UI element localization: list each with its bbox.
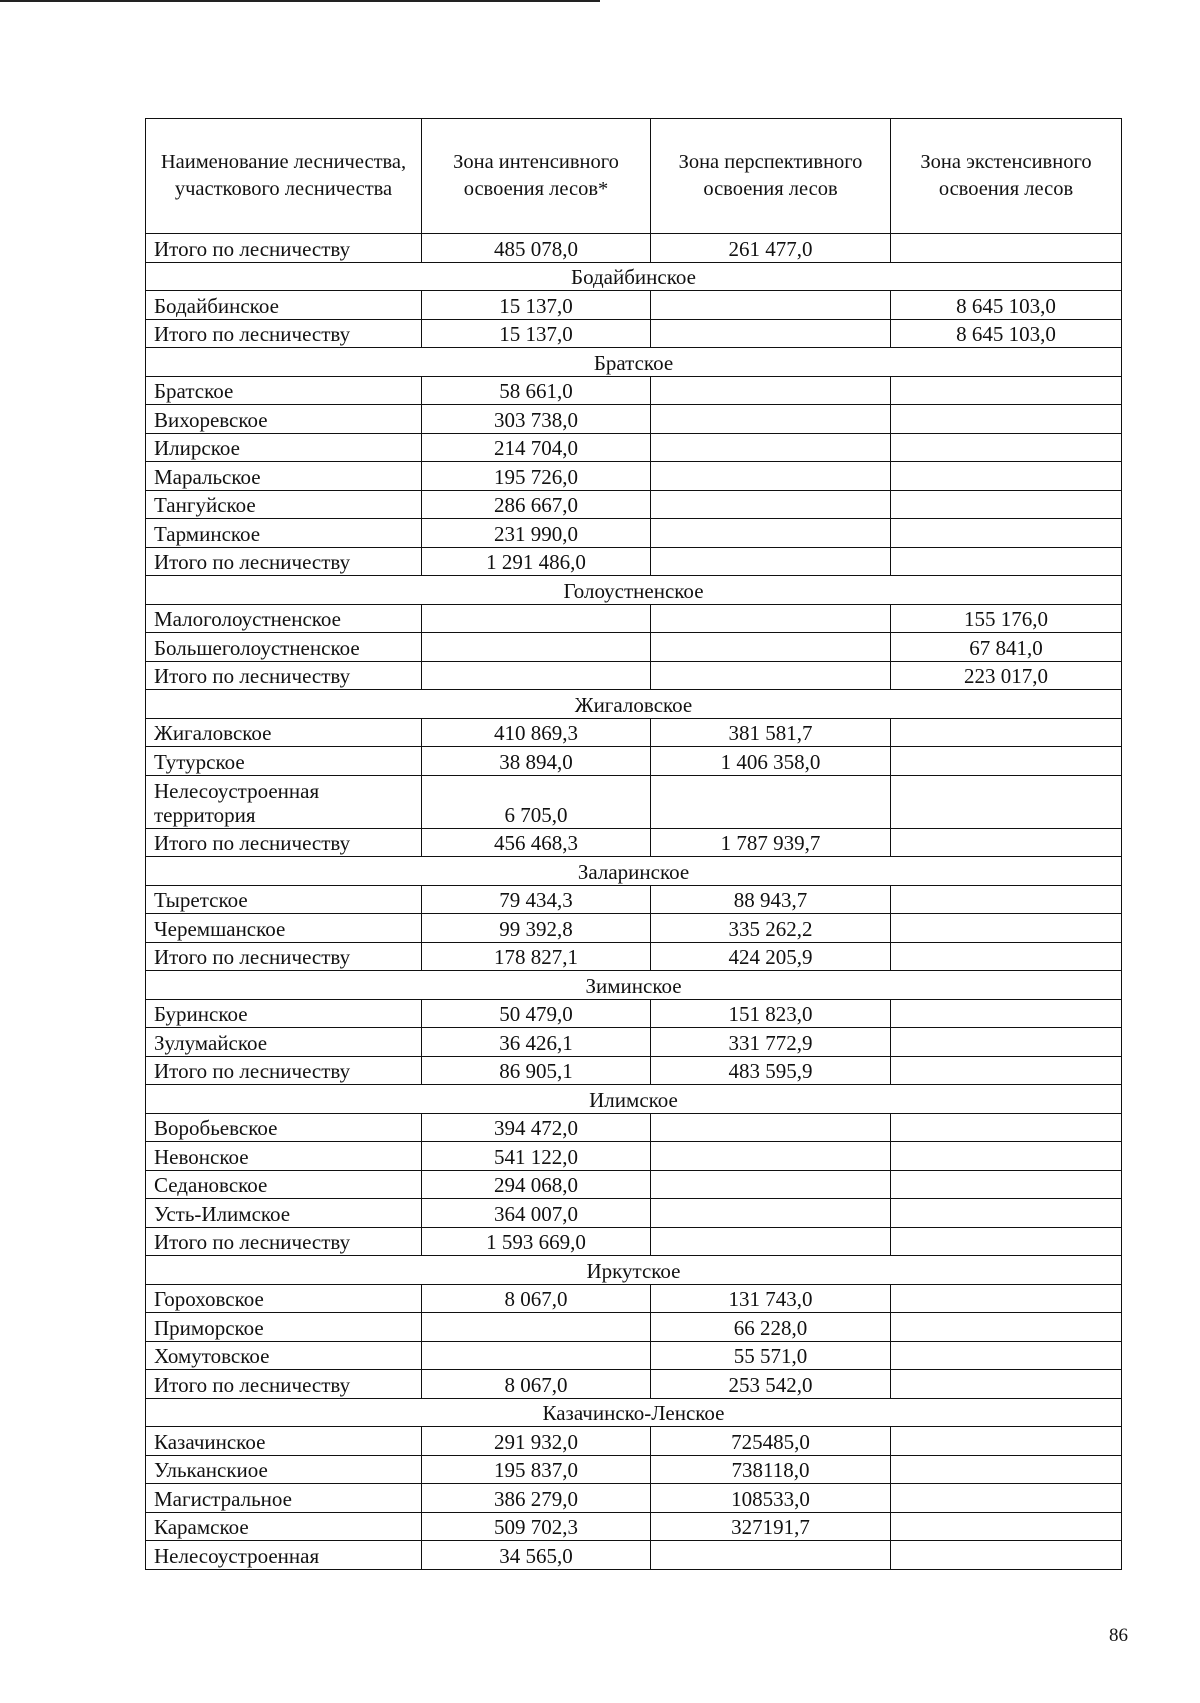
table-row xyxy=(146,547,1122,576)
extensive-value-cell xyxy=(891,914,1122,943)
extensive-value-cell: 223 017,0 xyxy=(891,661,1122,690)
perspective-value-cell: 1 787 939,7 xyxy=(651,828,891,857)
forestry-name-cell: Итого по лесничеству xyxy=(146,1370,422,1399)
table-row xyxy=(146,828,1122,857)
section-title: Бодайбинское xyxy=(146,262,1122,291)
perspective-value-cell: 108533,0 xyxy=(651,1484,891,1513)
extensive-value-cell xyxy=(891,999,1122,1028)
forestry-name-cell: Тангуйское xyxy=(146,490,422,519)
intensive-value-cell xyxy=(422,1341,651,1370)
table-row xyxy=(146,490,1122,519)
header-intensive-zone: Зона интенсивного освоения лесов* xyxy=(422,119,651,234)
intensive-value-cell: 8 067,0 xyxy=(422,1370,651,1399)
extensive-value-cell: 8 645 103,0 xyxy=(891,291,1122,320)
perspective-value-cell xyxy=(651,519,891,548)
extensive-value-cell xyxy=(891,234,1122,263)
intensive-value-cell: 178 827,1 xyxy=(422,942,651,971)
forest-zones-table xyxy=(145,118,1122,1570)
forestry-name-cell: Маральское xyxy=(146,462,422,491)
perspective-value-cell xyxy=(651,1199,891,1228)
table-row xyxy=(146,519,1122,548)
intensive-value-cell: 386 279,0 xyxy=(422,1484,651,1513)
forestry-name-cell: Малоголоустненское xyxy=(146,604,422,633)
intensive-value-cell: 1 593 669,0 xyxy=(422,1227,651,1256)
perspective-value-cell: 424 205,9 xyxy=(651,942,891,971)
extensive-value-cell xyxy=(891,1227,1122,1256)
table-row xyxy=(146,1484,1122,1513)
table-row xyxy=(146,1341,1122,1370)
perspective-value-cell xyxy=(651,633,891,662)
intensive-value-cell: 303 738,0 xyxy=(422,405,651,434)
intensive-value-cell: 36 426,1 xyxy=(422,1028,651,1057)
forestry-name-cell: Итого по лесничеству xyxy=(146,547,422,576)
extensive-value-cell xyxy=(891,433,1122,462)
forestry-name-cell: Казачинское xyxy=(146,1427,422,1456)
forestry-name-cell: Итого по лесничеству xyxy=(146,942,422,971)
forestry-name-cell: Итого по лесничеству xyxy=(146,828,422,857)
intensive-value-cell: 291 932,0 xyxy=(422,1427,651,1456)
forestry-name-cell: Невонское xyxy=(146,1142,422,1171)
table-row xyxy=(146,1199,1122,1228)
table-row xyxy=(146,462,1122,491)
table-row xyxy=(146,376,1122,405)
section-title: Иркутское xyxy=(146,1256,1122,1285)
section-row xyxy=(146,262,1122,291)
perspective-value-cell xyxy=(651,1113,891,1142)
section-row xyxy=(146,971,1122,1000)
forestry-name-cell: Зулумайское xyxy=(146,1028,422,1057)
table-row xyxy=(146,1028,1122,1057)
perspective-value-cell xyxy=(651,490,891,519)
intensive-value-cell: 410 869,3 xyxy=(422,718,651,747)
extensive-value-cell xyxy=(891,775,1122,828)
table-row xyxy=(146,234,1122,263)
perspective-value-cell: 483 595,9 xyxy=(651,1056,891,1085)
table-row xyxy=(146,914,1122,943)
extensive-value-cell: 155 176,0 xyxy=(891,604,1122,633)
intensive-value-cell: 15 137,0 xyxy=(422,291,651,320)
perspective-value-cell: 253 542,0 xyxy=(651,1370,891,1399)
table-row xyxy=(146,1455,1122,1484)
perspective-value-cell xyxy=(651,1227,891,1256)
forestry-name-cell: Приморское xyxy=(146,1313,422,1342)
perspective-value-cell xyxy=(651,547,891,576)
table-row xyxy=(146,1370,1122,1399)
page-number: 86 xyxy=(1109,1625,1128,1646)
forestry-name-cell: Большеголоустненское xyxy=(146,633,422,662)
extensive-value-cell xyxy=(891,1113,1122,1142)
section-row xyxy=(146,1398,1122,1427)
table-row xyxy=(146,1056,1122,1085)
extensive-value-cell xyxy=(891,1427,1122,1456)
forestry-name-cell: Вихоревское xyxy=(146,405,422,434)
section-title: Казачинско-Ленское xyxy=(146,1398,1122,1427)
table-row xyxy=(146,1142,1122,1171)
perspective-value-cell xyxy=(651,405,891,434)
intensive-value-cell: 195 837,0 xyxy=(422,1455,651,1484)
intensive-value-cell: 86 905,1 xyxy=(422,1056,651,1085)
table-row xyxy=(146,885,1122,914)
section-title: Голоустненское xyxy=(146,576,1122,605)
extensive-value-cell xyxy=(891,1455,1122,1484)
section-row xyxy=(146,1256,1122,1285)
extensive-value-cell xyxy=(891,1284,1122,1313)
table-row xyxy=(146,1284,1122,1313)
intensive-value-cell: 286 667,0 xyxy=(422,490,651,519)
forestry-name-cell: Седановское xyxy=(146,1170,422,1199)
extensive-value-cell xyxy=(891,1541,1122,1570)
forestry-name-cell: Усть-Илимское xyxy=(146,1199,422,1228)
perspective-value-cell xyxy=(651,604,891,633)
intensive-value-cell: 364 007,0 xyxy=(422,1199,651,1228)
extensive-value-cell xyxy=(891,1056,1122,1085)
extensive-value-cell xyxy=(891,1170,1122,1199)
section-title: Жигаловское xyxy=(146,690,1122,719)
section-title: Заларинское xyxy=(146,857,1122,886)
perspective-value-cell: 725485,0 xyxy=(651,1427,891,1456)
header-perspective-zone: Зона перспективного освоения лесов xyxy=(651,119,891,234)
forestry-name-cell: Братское xyxy=(146,376,422,405)
intensive-value-cell: 509 702,3 xyxy=(422,1512,651,1541)
extensive-value-cell xyxy=(891,547,1122,576)
intensive-value-cell: 58 661,0 xyxy=(422,376,651,405)
table-row xyxy=(146,1313,1122,1342)
extensive-value-cell: 67 841,0 xyxy=(891,633,1122,662)
forestry-name-cell: Итого по лесничеству xyxy=(146,319,422,348)
perspective-value-cell: 55 571,0 xyxy=(651,1341,891,1370)
table-row xyxy=(146,661,1122,690)
perspective-value-cell: 131 743,0 xyxy=(651,1284,891,1313)
perspective-value-cell: 261 477,0 xyxy=(651,234,891,263)
extensive-value-cell xyxy=(891,1313,1122,1342)
forestry-name-cell: Хомутовское xyxy=(146,1341,422,1370)
table-row xyxy=(146,633,1122,662)
table-row xyxy=(146,604,1122,633)
forestry-name-cell: Тутурское xyxy=(146,747,422,776)
forestry-name-cell: Карамское xyxy=(146,1512,422,1541)
table-row xyxy=(146,942,1122,971)
section-row xyxy=(146,857,1122,886)
intensive-value-cell: 214 704,0 xyxy=(422,433,651,462)
extensive-value-cell xyxy=(891,376,1122,405)
table-row xyxy=(146,747,1122,776)
perspective-value-cell: 381 581,7 xyxy=(651,718,891,747)
section-row xyxy=(146,690,1122,719)
forestry-name-cell: Тыретское xyxy=(146,885,422,914)
table-row xyxy=(146,1113,1122,1142)
extensive-value-cell xyxy=(891,1142,1122,1171)
section-title: Зиминское xyxy=(146,971,1122,1000)
forestry-name-cell: Итого по лесничеству xyxy=(146,661,422,690)
intensive-value-cell: 456 468,3 xyxy=(422,828,651,857)
perspective-value-cell xyxy=(651,319,891,348)
intensive-value-cell: 1 291 486,0 xyxy=(422,547,651,576)
forestry-name-cell: Итого по лесничеству xyxy=(146,1056,422,1085)
forestry-name-cell: Илирское xyxy=(146,433,422,462)
extensive-value-cell: 8 645 103,0 xyxy=(891,319,1122,348)
section-row xyxy=(146,1085,1122,1114)
table-row xyxy=(146,1227,1122,1256)
intensive-value-cell: 34 565,0 xyxy=(422,1541,651,1570)
header-extensive-zone: Зона экстенсивного освоения лесов xyxy=(891,119,1122,234)
forestry-name-cell: Магистральное xyxy=(146,1484,422,1513)
perspective-value-cell xyxy=(651,291,891,320)
perspective-value-cell xyxy=(651,1541,891,1570)
forestry-name-cell: Черемшанское xyxy=(146,914,422,943)
forestry-name-cell: Ульканскиое xyxy=(146,1455,422,1484)
extensive-value-cell xyxy=(891,1341,1122,1370)
table-row xyxy=(146,1512,1122,1541)
intensive-value-cell: 15 137,0 xyxy=(422,319,651,348)
intensive-value-cell: 38 894,0 xyxy=(422,747,651,776)
intensive-value-cell: 50 479,0 xyxy=(422,999,651,1028)
perspective-value-cell xyxy=(651,661,891,690)
perspective-value-cell xyxy=(651,775,891,828)
table-header-row xyxy=(146,119,1122,234)
table-row xyxy=(146,1541,1122,1570)
section-title: Илимское xyxy=(146,1085,1122,1114)
intensive-value-cell: 294 068,0 xyxy=(422,1170,651,1199)
top-scan-rule xyxy=(0,0,600,2)
perspective-value-cell: 88 943,7 xyxy=(651,885,891,914)
forestry-name-cell: Жигаловское xyxy=(146,718,422,747)
extensive-value-cell xyxy=(891,828,1122,857)
intensive-value-cell xyxy=(422,633,651,662)
extensive-value-cell xyxy=(891,718,1122,747)
intensive-value-cell xyxy=(422,661,651,690)
forestry-name-cell: Нелесоустроенная xyxy=(146,1541,422,1570)
intensive-value-cell: 99 392,8 xyxy=(422,914,651,943)
table-row xyxy=(146,775,1122,828)
extensive-value-cell xyxy=(891,1484,1122,1513)
perspective-value-cell xyxy=(651,1142,891,1171)
intensive-value-cell: 6 705,0 xyxy=(422,775,651,828)
table-row xyxy=(146,999,1122,1028)
extensive-value-cell xyxy=(891,747,1122,776)
forestry-name-cell: Буринское xyxy=(146,999,422,1028)
intensive-value-cell: 195 726,0 xyxy=(422,462,651,491)
forestry-name-cell: Итого по лесничеству xyxy=(146,234,422,263)
extensive-value-cell xyxy=(891,405,1122,434)
forestry-name-cell: Нелесоустроенная территория xyxy=(146,775,422,828)
forestry-name-cell: Итого по лесничеству xyxy=(146,1227,422,1256)
table-row xyxy=(146,1170,1122,1199)
extensive-value-cell xyxy=(891,1028,1122,1057)
table-row xyxy=(146,718,1122,747)
table-body xyxy=(146,234,1122,1570)
intensive-value-cell: 79 434,3 xyxy=(422,885,651,914)
extensive-value-cell xyxy=(891,1199,1122,1228)
perspective-value-cell: 151 823,0 xyxy=(651,999,891,1028)
extensive-value-cell xyxy=(891,942,1122,971)
extensive-value-cell xyxy=(891,462,1122,491)
section-title: Братское xyxy=(146,348,1122,377)
table-row xyxy=(146,291,1122,320)
intensive-value-cell: 541 122,0 xyxy=(422,1142,651,1171)
extensive-value-cell xyxy=(891,490,1122,519)
perspective-value-cell xyxy=(651,433,891,462)
perspective-value-cell: 335 262,2 xyxy=(651,914,891,943)
perspective-value-cell: 66 228,0 xyxy=(651,1313,891,1342)
section-row xyxy=(146,348,1122,377)
forestry-name-cell: Воробьевское xyxy=(146,1113,422,1142)
extensive-value-cell xyxy=(891,885,1122,914)
table-row xyxy=(146,433,1122,462)
intensive-value-cell xyxy=(422,604,651,633)
table-row xyxy=(146,1427,1122,1456)
intensive-value-cell: 8 067,0 xyxy=(422,1284,651,1313)
perspective-value-cell xyxy=(651,376,891,405)
forestry-name-cell: Тарминское xyxy=(146,519,422,548)
extensive-value-cell xyxy=(891,519,1122,548)
section-row xyxy=(146,576,1122,605)
intensive-value-cell: 485 078,0 xyxy=(422,234,651,263)
perspective-value-cell: 331 772,9 xyxy=(651,1028,891,1057)
extensive-value-cell xyxy=(891,1370,1122,1399)
perspective-value-cell xyxy=(651,1170,891,1199)
forestry-name-cell: Гороховское xyxy=(146,1284,422,1313)
perspective-value-cell: 1 406 358,0 xyxy=(651,747,891,776)
perspective-value-cell: 327191,7 xyxy=(651,1512,891,1541)
intensive-value-cell: 394 472,0 xyxy=(422,1113,651,1142)
intensive-value-cell xyxy=(422,1313,651,1342)
header-forestry-name: Наименование лесничества, участкового лесничества xyxy=(146,119,422,234)
table-row xyxy=(146,319,1122,348)
forestry-name-cell: Бодайбинское xyxy=(146,291,422,320)
table-row xyxy=(146,405,1122,434)
perspective-value-cell: 738118,0 xyxy=(651,1455,891,1484)
perspective-value-cell xyxy=(651,462,891,491)
intensive-value-cell: 231 990,0 xyxy=(422,519,651,548)
extensive-value-cell xyxy=(891,1512,1122,1541)
